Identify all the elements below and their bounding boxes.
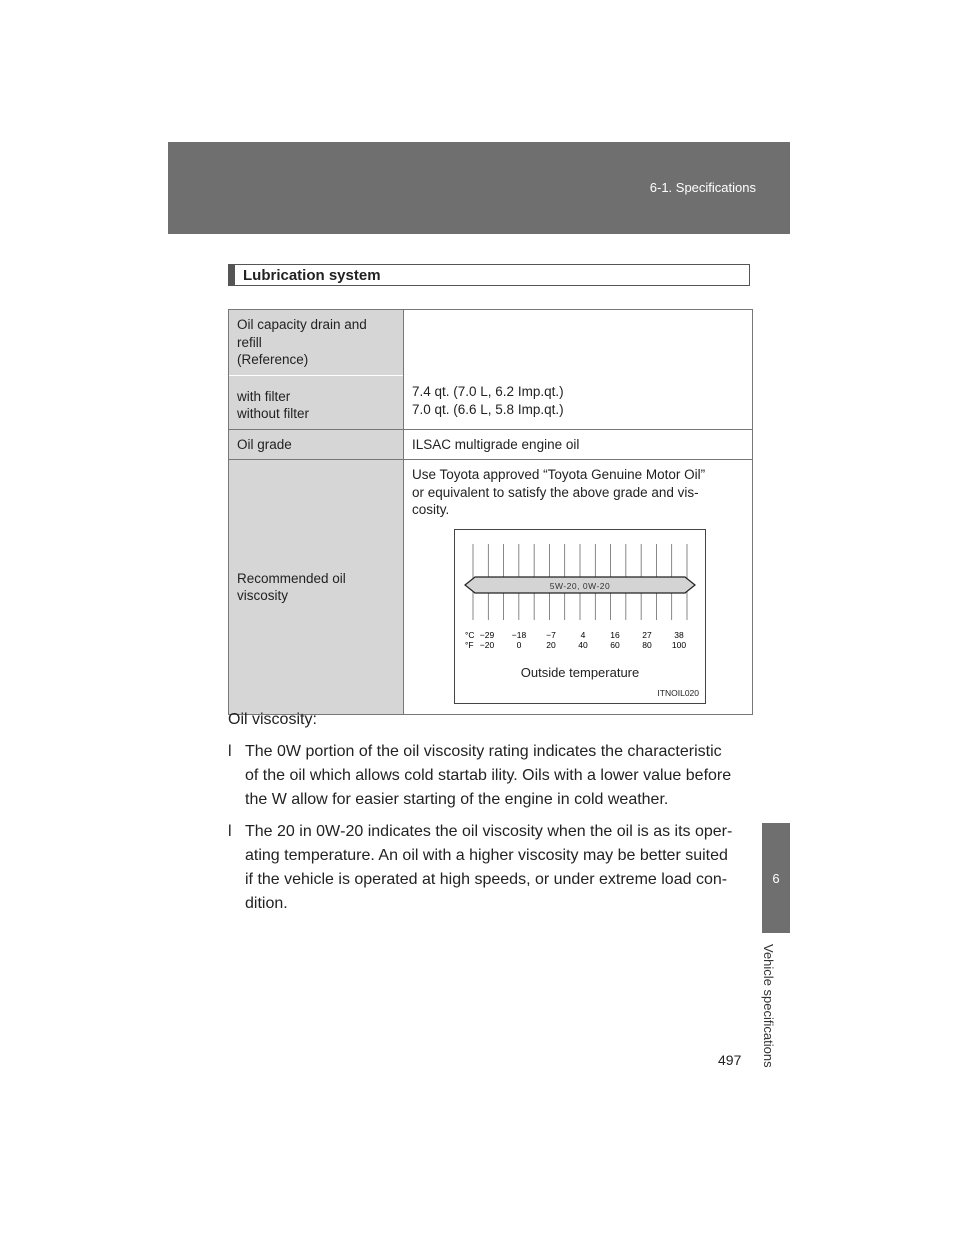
spec-table — [228, 309, 753, 715]
celsius-tick-label: 4 — [580, 629, 586, 640]
fahrenheit-tick-label: 100 — [671, 639, 687, 650]
bullet-line: the W allow for easier starting of the engine in cold weather. — [245, 791, 669, 808]
bullet-line: ating temperature. An oil with a higher viscosity may be better suited — [245, 847, 728, 864]
bullet-line: if the vehicle is operated at high speeds, or under extreme load con‑ — [245, 871, 728, 888]
list-item — [228, 820, 758, 916]
viscosity-value-cell — [404, 460, 753, 715]
bullet-marker: l — [228, 743, 232, 760]
capacity-label-line: refill — [237, 334, 262, 350]
celsius-tick-label: −18 — [511, 629, 527, 640]
bullet-line: The 20 in 0W‑20 indicates the oil viscosity when the oil is as its oper‑ — [245, 823, 733, 840]
viscosity-label-line: viscosity — [237, 588, 289, 604]
oil-viscosity-heading: Oil viscosity: — [228, 711, 317, 728]
grade-label: Oil grade — [229, 429, 404, 460]
viscosity-text-line: cosity. — [412, 502, 450, 518]
list-item — [228, 740, 758, 812]
celsius-tick-label: 38 — [674, 629, 684, 640]
heading-bar — [229, 265, 235, 285]
section-label: 6‑1. Specifications — [649, 180, 756, 195]
section-heading — [228, 264, 750, 286]
with-filter-value: 7.4 qt. (7.0 L, 6.2 Imp.qt.) — [412, 384, 564, 399]
diagram-title: Outside temperature — [520, 664, 640, 680]
bullet-marker: l — [228, 823, 232, 840]
fahrenheit-unit: °F — [465, 639, 474, 650]
body-text — [228, 708, 758, 916]
section-title: Lubrication system — [243, 267, 381, 284]
fahrenheit-tick-label: −20 — [479, 639, 495, 650]
capacity-row — [229, 310, 753, 430]
sub-divider — [229, 375, 403, 376]
capacity-label-cell — [229, 310, 404, 430]
chapter-number: 6 — [772, 870, 780, 886]
capacity-label-line: (Reference) — [237, 352, 309, 368]
fahrenheit-tick-label: 40 — [578, 639, 588, 650]
fahrenheit-tick-label: 60 — [610, 639, 620, 650]
chapter-label: Vehicle specifications — [761, 944, 776, 1068]
celsius-tick-label: 27 — [642, 629, 652, 640]
bullet-line: of the oil which allows cold startab ility. Oils with a lower value before — [245, 767, 732, 784]
fahrenheit-tick-label: 80 — [642, 639, 652, 650]
without-filter-value: 7.0 qt. (6.6 L, 5.8 Imp.qt.) — [412, 401, 564, 417]
viscosity-label-line: Recommended oil — [237, 570, 346, 586]
without-filter-label: without filter — [237, 406, 310, 422]
viscosity-temperature-diagram — [454, 529, 706, 704]
viscosity-text-line: Use Toyota approved “Toyota Genuine Motor Oil” — [412, 467, 706, 483]
viscosity-row — [229, 460, 753, 715]
header-band — [168, 142, 790, 234]
chapter-tab — [762, 823, 790, 933]
celsius-tick-label: 16 — [610, 629, 620, 640]
capacity-label-line: Oil capacity drain and — [237, 317, 367, 332]
viscosity-label-cell — [229, 460, 404, 715]
grade-value: ILSAC multigrade engine oil — [404, 429, 753, 460]
fahrenheit-tick-label: 0 — [516, 639, 522, 650]
celsius-tick-label: −7 — [546, 629, 556, 640]
celsius-tick-label: −29 — [479, 629, 495, 640]
viscosity-band-label: 5W-20, 0W-20 — [549, 580, 611, 591]
capacity-value-cell — [404, 310, 753, 430]
fahrenheit-tick-label: 20 — [546, 639, 556, 650]
with-filter-label: with filter — [237, 388, 291, 404]
bullet-line: dition. — [245, 895, 288, 912]
viscosity-text-line: or equivalent to satisfy the above grade and vis‑ — [412, 484, 699, 500]
celsius-unit: °C — [465, 629, 475, 640]
page-number: 497 — [718, 1052, 742, 1068]
bullet-line: The 0W portion of the oil viscosity rating indicates the characteristic — [245, 743, 722, 760]
grade-row — [229, 429, 753, 460]
figure-id: ITNOIL020 — [657, 687, 699, 698]
